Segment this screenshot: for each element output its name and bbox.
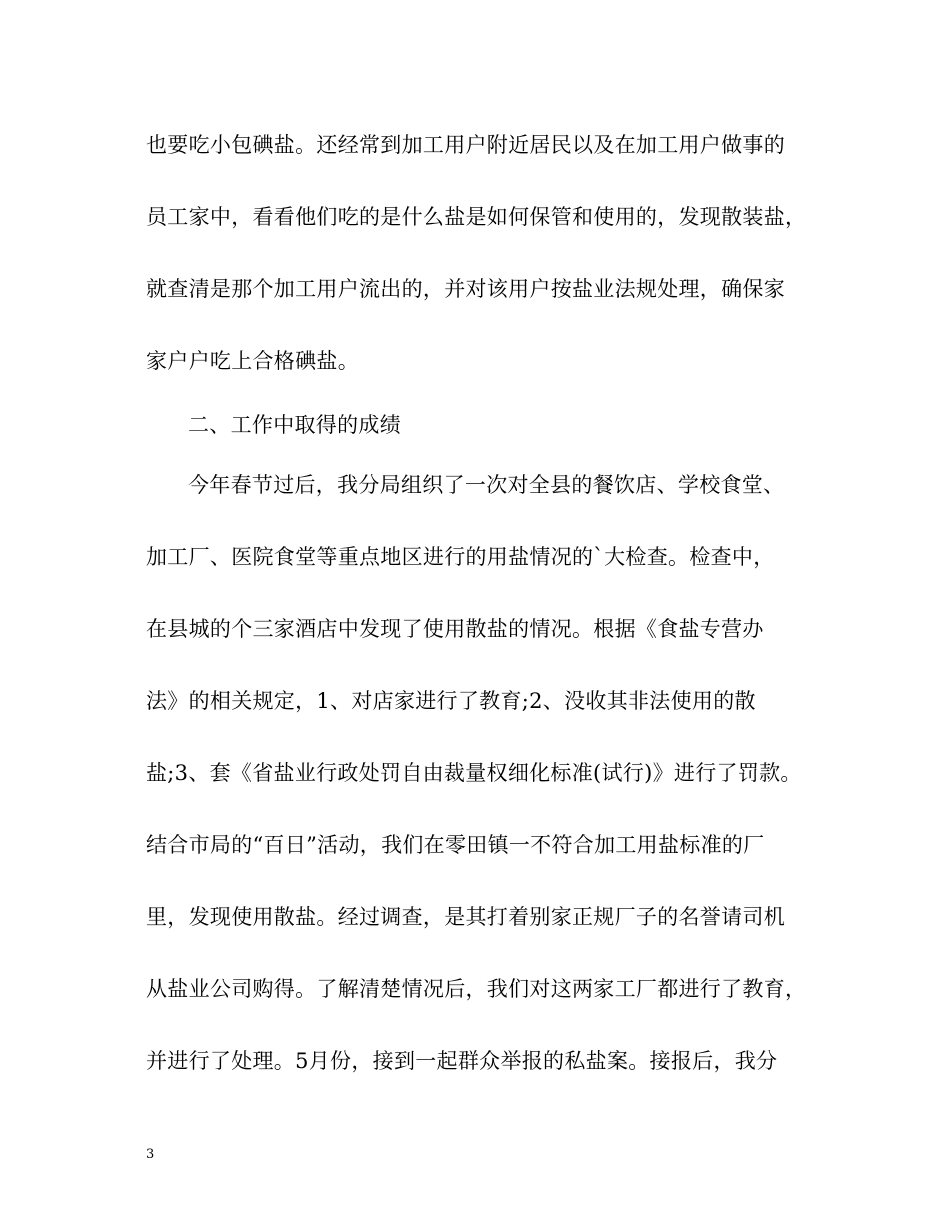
text-line: 并进行了处理。5月份，接到一起群众举报的私盐案。接报后，我分 <box>146 1049 778 1073</box>
text-line: 结合市局的“百日”活动，我们在零田镇一不符合加工用盐标准的厂 <box>146 833 765 857</box>
text-line: 里，发现使用散盐。经过调查，是其打着别家正规厂子的名誉请司机 <box>146 905 785 929</box>
text-line: 就查清是那个加工用户流出的，并对该用户按盐业法规处理，确保家 <box>146 277 785 301</box>
text-line: 法》的相关规定，1、对店家进行了教育;2、没收其非法使用的散 <box>146 689 756 713</box>
text-line: 在县城的个三家酒店中发现了使用散盐的情况。根据《食盐专营办 <box>146 617 764 641</box>
text-line: 家户户吃上合格碘盐。 <box>146 349 359 373</box>
page-number: 3 <box>146 1147 155 1162</box>
text-line: 加工厂、医院食堂等重点地区进行的用盐情况的`大检查。检查中， <box>146 545 775 569</box>
text-line: 员工家中，看看他们吃的是什么盐是如何保管和使用的，发现散装盐， <box>146 205 807 229</box>
text-line: 今年春节过后，我分局组织了一次对全县的餐饮店、学校食堂、 <box>188 473 785 497</box>
text-line: 从盐业公司购得。了解清楚情况后，我们对这两家工厂都进行了教育， <box>146 977 807 1001</box>
section-heading: 二、工作中取得的成绩 <box>188 413 401 437</box>
text-line: 盐;3、套《省盐业行政处罚自由裁量权细化标准(试行)》进行了罚款。 <box>146 761 802 785</box>
text-line: 也要吃小包碘盐。还经常到加工用户附近居民以及在加工用户做事的 <box>146 133 785 157</box>
